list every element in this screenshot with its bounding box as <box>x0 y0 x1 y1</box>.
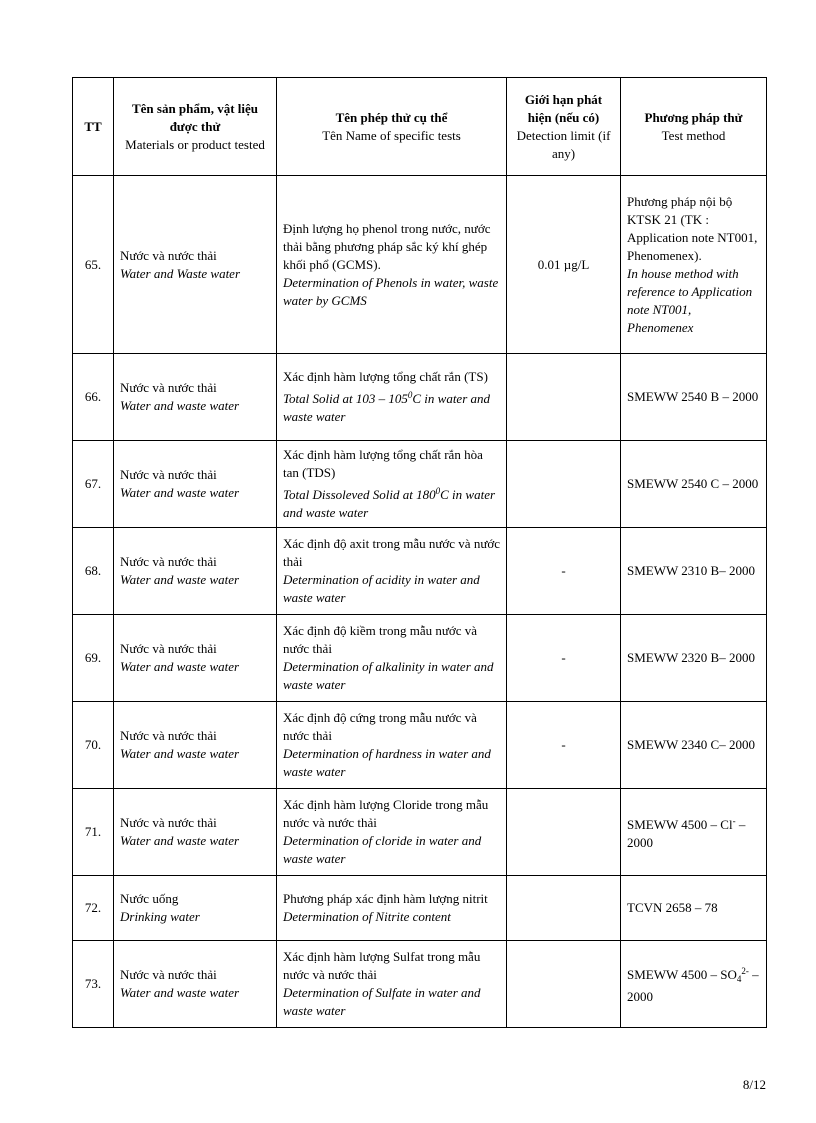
method-cell: SMEWW 2340 C– 2000 <box>621 702 767 789</box>
table-row <box>73 702 767 789</box>
header-limit-en: Detection limit (if any) <box>516 127 611 161</box>
test-cell: Xác định độ cứng trong mẫu nước và nước thải Determination of hardness in water and waste water <box>277 702 507 789</box>
table-row <box>73 354 767 441</box>
table-row <box>73 941 767 1028</box>
limit-cell: - <box>507 615 621 702</box>
test-cell: Xác định hàm lượng Sulfat trong mẫu nước và nước thải Determination of Sulfate in water and waste water <box>277 941 507 1028</box>
material-cell: Nước và nước thải Water and waste water <box>114 789 277 876</box>
table-row <box>73 615 767 702</box>
row-number: 73. <box>73 941 114 1028</box>
material-cell: Nước và nước thải Water and waste water <box>114 354 277 441</box>
row-number: 66. <box>73 354 114 441</box>
header-test <box>277 78 507 176</box>
material-cell: Nước và nước thải Water and waste water <box>114 941 277 1028</box>
limit-cell: - <box>507 702 621 789</box>
table-row <box>73 789 767 876</box>
test-cell: Xác định độ kiềm trong mẫu nước và nước thải Determination of alkalinity in water and waste water <box>277 615 507 702</box>
material-cell: Nước và nước thải Water and Waste water <box>114 176 277 354</box>
table-row <box>73 176 767 354</box>
table-header-row <box>73 78 767 176</box>
header-material-en: Materials or product tested <box>125 136 265 152</box>
method-cell: SMEWW 4500 – Cl- – 2000 <box>621 789 767 876</box>
limit-cell: 0.01 µg/L <box>507 176 621 354</box>
limit-cell <box>507 441 621 528</box>
test-cell: Xác định hàm lượng tổng chất rắn hòa tan (TDS) Total Dissoleved Solid at $180^0C$ in water and waste water <box>277 441 507 528</box>
header-limit <box>507 78 621 176</box>
table-row <box>73 876 767 941</box>
material-cell: Nước và nước thải Water and waste water <box>114 441 277 528</box>
header-test-en: Tên Name of specific tests <box>322 127 461 143</box>
row-number: 71. <box>73 789 114 876</box>
method-cell: TCVN 2658 – 78 <box>621 876 767 941</box>
table-row <box>73 528 767 615</box>
row-number: 65. <box>73 176 114 354</box>
test-cell: Xác định độ axit trong mẫu nước và nước thải Determination of acidity in water and waste water <box>277 528 507 615</box>
material-cell: Nước uống Drinking water <box>114 876 277 941</box>
header-test-vi: Tên phép thử cụ thể <box>335 109 448 125</box>
header-method-vi: Phương pháp thử <box>644 109 743 125</box>
row-number: 72. <box>73 876 114 941</box>
material-cell: Nước và nước thải Water and waste water <box>114 615 277 702</box>
header-method-en: Test method <box>661 127 726 143</box>
material-cell: Nước và nước thải Water and waste water <box>114 702 277 789</box>
header-method <box>621 78 767 176</box>
method-cell: SMEWW $4500 - SO_4^{2-} - 2000$ <box>621 941 767 1028</box>
row-number: 70. <box>73 702 114 789</box>
test-cell: Định lượng họ phenol trong nước, nước thải bằng phương pháp sắc ký khí ghép khối phổ (GCMS). Determination of Phenols in water, waste water by GCMS <box>277 176 507 354</box>
method-cell: SMEWW 2540 B – 2000 <box>621 354 767 441</box>
method-cell: SMEWW 2540 C – 2000 <box>621 441 767 528</box>
limit-cell <box>507 354 621 441</box>
header-material-vi: Tên sản phẩm, vật liệu được thử <box>131 100 259 134</box>
method-cell: SMEWW 2310 B– 2000 <box>621 528 767 615</box>
test-cell: Xác định hàm lượng tổng chất rắn (TS) Total Solid at $103 - 105^0C$ in water and waste water <box>277 354 507 441</box>
table-row <box>73 441 767 528</box>
row-number: 67. <box>73 441 114 528</box>
limit-cell <box>507 789 621 876</box>
row-number: 69. <box>73 615 114 702</box>
accreditation-table <box>72 77 767 1028</box>
header-limit-vi: Giới hạn phát hiện (nếu có) <box>524 91 603 125</box>
limit-cell <box>507 941 621 1028</box>
method-cell: SMEWW 2320 B– 2000 <box>621 615 767 702</box>
header-tt: TT <box>73 78 114 176</box>
row-number: 68. <box>73 528 114 615</box>
page-number: 8/12 <box>742 1077 766 1092</box>
limit-cell <box>507 876 621 941</box>
material-cell: Nước và nước thải Water and waste water <box>114 528 277 615</box>
method-cell: Phương pháp nội bộ KTSK 21 (TK : Application note NT001, Phenomenex). In house method with reference to Application note NT001, Phenomenex <box>621 176 767 354</box>
test-cell: Phương pháp xác định hàm lượng nitrit Determination of Nitrite content <box>277 876 507 941</box>
test-cell: Xác định hàm lượng Cloride trong mẫu nước và nước thải Determination of cloride in water and waste water <box>277 789 507 876</box>
header-material <box>114 78 277 176</box>
limit-cell: - <box>507 528 621 615</box>
